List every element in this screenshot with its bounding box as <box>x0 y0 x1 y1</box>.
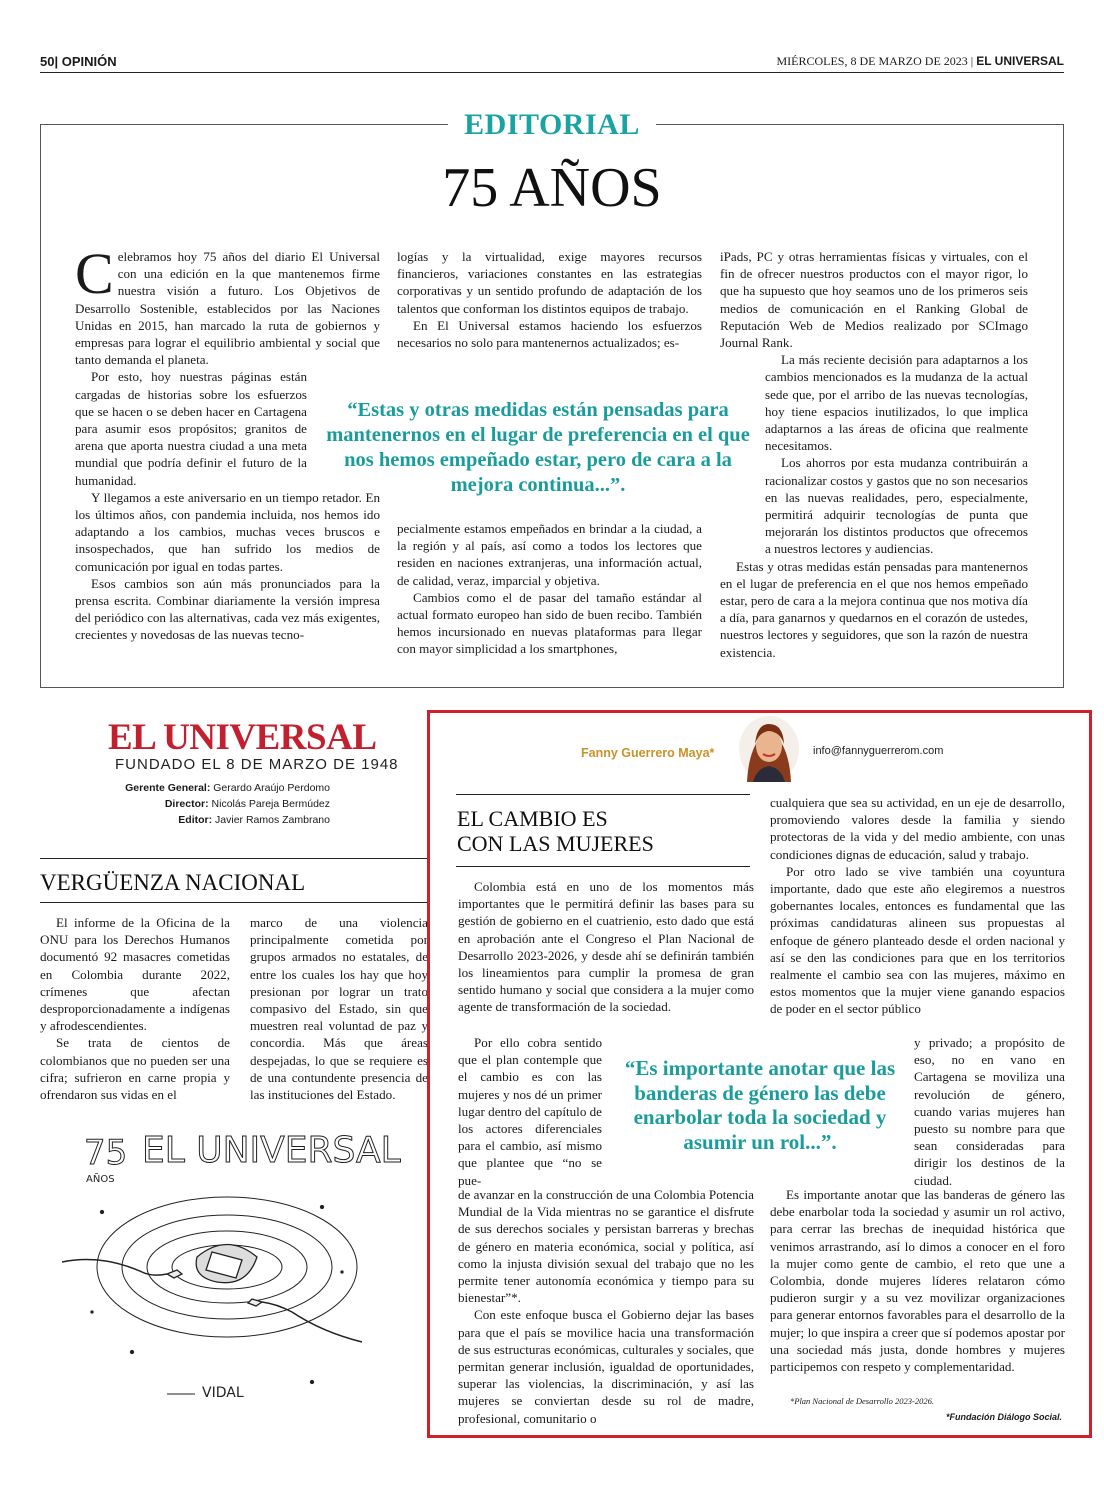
column-footnote: *Plan Nacional de Desarrollo 2023-2026. <box>790 1396 934 1406</box>
editorial-kicker-text: EDITORIAL <box>448 108 656 141</box>
verguenza-paragraph: El informe de la Oficina de la ONU para los Derechos Humanos documentó 92 masacres cometidas en Colombia durante 2022, crímenes que afectan desproporcionadamente a indígenas y afrodescendientes. <box>40 915 230 1034</box>
editorial-title: 75 AÑOS <box>442 157 662 219</box>
editorial-col-2-bottom <box>397 520 702 658</box>
title-rule <box>456 866 750 867</box>
column-credit: *Fundación Diálogo Social. <box>945 1412 1062 1422</box>
editorial-paragraph: Por esto, hoy nuestras páginas están cargadas de historias sobre los esfuerzos que se hacen o se deben hacer en Cartagena para asumir esos propósitos; granitos de arena que aporta nuestra ciudad a una meta mundial que podría definir el futuro de la humanidad. <box>75 369 307 488</box>
staff-name: Nicolás Pareja Bermúdez <box>211 798 330 810</box>
cartoon-signature: VIDAL <box>202 1385 244 1401</box>
header-rule <box>40 72 1064 73</box>
cartoon-number: 75 <box>84 1133 128 1173</box>
column-paragraph: Colombia está en uno de los momentos más importantes que le permitirá definir las bases para su gestión de gobierno en el cuatrienio, esto dado que está en aprobación ante el Congreso el Plan Nacional de Desarrollo 2023-2026, y desde ahí se definirán también los lineamientos para cumplir la promesa de gran sentido humano y social que considera a la mujer como agente de transformación de la sociedad. <box>458 879 754 1015</box>
editorial-paragraph: iPads, PC y otras herramientas físicas y virtuales, con el fin de ofrecer nuestros productos con el mayor rigor, lo que ha supuesto que hoy seamos uno de los primeros seis medios de comunicación en el Ranking Global de Reputación Web de Medios realizado por SCImago Journal Rank. <box>720 249 1028 351</box>
column-paragraph: cualquiera que sea su actividad, en un eje de desarrollo, promoviendo valores desde la familia y siendo protectoras de la vida y del medio ambiente, con unas condiciones dignas de educación, salud y trabajo. <box>770 795 1065 862</box>
staff-line <box>90 812 330 828</box>
verguenza-col-1 <box>40 914 230 1103</box>
column-paragraph: Es importante anotar que las banderas de género las debe enarbolar toda la sociedad y asumir un rol activo, para cerrar las brechas de inequidad histórica que venimos arrastrando, así lo dimos a conocer en el foro la mujer como gente de cambio, el reto que une a Colombia, donde mujeres líderes relataron cómo pudieron surgir y a su vez movilizar organizaciones para generar entornos favorables para el desarrollo de la mujer; lo que inspira a creer que sí podemos apostar por una sociedad más justa, donde hombres y mujeres participemos con respeto y complementaridad. <box>770 1187 1065 1375</box>
editorial-col-3 <box>720 248 1028 661</box>
drop-cap: C <box>75 241 114 306</box>
column-right-top <box>770 794 1065 1018</box>
column-left-narrow <box>458 1034 602 1189</box>
masthead-founded: FUNDADO EL 8 DE MARZO DE 1948 <box>115 756 399 773</box>
staff-line <box>90 780 330 796</box>
staff-name: Gerardo Araújo Perdomo <box>213 782 330 794</box>
verguenza-col-2 <box>250 914 428 1103</box>
column-paragraph: y privado; a propósito de eso, no en vano en Cartagena se moviliza una revolución de género, cuando varias mujeres han puesto su nombre para que sean consideradas para dirigir los destinos de la ciudad. <box>914 1035 1065 1188</box>
masthead-staff <box>90 780 330 828</box>
author-email: info@fannyguerrerom.com <box>813 745 944 757</box>
editorial-paragraph <box>75 241 380 368</box>
editorial-paragraph: pecialmente estamos empeñados en brindar a la ciudad, a la región y al país, así como a todos los lectores que residen en naciones extranjeras, una información actual, de calidad, veraz, imparcial y objetiva. <box>397 521 702 588</box>
editorial-paragraph: Los ahorros por esta mudanza contribuirán a racionalizar costos y gastos que no son necesarios en las nuevas realidades, pero, especialmente, permitirá adquirir tecnologías de punta que mejorarán los distintos productos que ofrecemos a nuestros lectores y audiencias. <box>765 455 1028 557</box>
verguenza-title: VERGÜENZA NACIONAL <box>40 870 306 895</box>
editorial-paragraph: Y llegamos a este aniversario en un tiempo retador. En los últimos años, con pandemia incluida, nos hemos ido adaptando a los cambios, muchas veces bruscos e insospechados, que han sufrido los medios de comunicación por igual en todas partes. <box>75 489 380 574</box>
staff-role: Editor: <box>178 814 213 826</box>
section-label: 50| OPINIÓN <box>40 54 117 69</box>
issue-date <box>776 54 1064 69</box>
editorial-paragraph: logías y la virtualidad, exige mayores recursos financieros, variaciones constantes en las estrategias corporativas y un sentido profundo de adaptación de los talentos que conforman los distintos equipos de trabajo. <box>397 249 702 316</box>
column-paragraph: Por otro lado se vive también una coyuntura importante, dado que este año elegiremos a nuestros gobernantes locales, entonces es fundamental que las próximas candidaturas alineen sus propuestas al enfoque de género planteado desde el orden nacional y así se den las condiciones para que en los territorios realmente el cambio sea con las mujeres, máximo en estos momentos que la mujer viene ganando espacios de poder en el sector público <box>770 863 1065 1017</box>
cartoon-anos: AÑOS <box>86 1174 115 1185</box>
author-portrait-icon <box>739 716 799 782</box>
column-title-line: CON LAS MUJERES <box>457 831 654 856</box>
section-rule <box>40 858 428 859</box>
staff-line <box>90 796 330 812</box>
staff-role: Director: <box>164 798 209 810</box>
column-title-line: EL CAMBIO ES <box>457 806 608 831</box>
date-text: MIÉRCOLES, 8 DE MARZO DE 2023 | <box>776 54 974 68</box>
section-rule <box>40 902 428 903</box>
staff-role: Gerente General: <box>125 782 211 794</box>
column-left-bottom <box>458 1186 754 1427</box>
masthead-logo: EL UNIVERSAL <box>108 717 377 758</box>
column-right-bottom <box>770 1186 1065 1375</box>
title-rule <box>456 794 750 795</box>
column-title <box>457 806 654 856</box>
editorial-paragraph: Cambios como el de pasar del tamaño estándar al actual formato europeo han sido de buen recibo. También hemos incursionado en nuevas plataformas para llegar con mayor simplicidad a los smartphones, <box>397 589 702 657</box>
column-paragraph: Por ello cobra sentido que el plan contemple que el cambio es con las mujeres y nos dé un primer lugar dentro del capítulo de los actores diferenciales para el cambio, así mismo que plantee que “no se pue- <box>458 1035 602 1188</box>
column-paragraph: Con este enfoque busca el Gobierno dejar las bases para que el país se movilice hacia una transformación de sus estructuras económicas, culturales y sociales, que permitan generar inclusión, igualdad de oportunidades, superar las violencias, la discriminación, y así las mujeres se conviertan desde su rol de madre, profesional, comunitario o <box>458 1307 754 1426</box>
editorial-paragraph: Estas y otras medidas están pensadas para mantenernos en el lugar de preferencia en el que nos hemos empeñado estar, pero de cara a la mejora continua que nos motiva día a día, para ganarnos y quedarnos en el corazón de ustedes, nuestros lectores y seguidores, que son la razón de nuestra existencia. <box>720 558 1028 660</box>
column-left-top <box>458 878 754 1016</box>
column-right-narrow <box>914 1034 1065 1189</box>
editorial-paragraph: La más reciente decisión para adaptarnos a los cambios mencionados es la mudanza de la actual sede que, por el arribo de las nuevas tecnologías, hoy tiene espacios inutilizados, lo que implica adaptarnos a las áreas de oficina que realmente necesitamos. <box>765 352 1028 454</box>
editorial-kicker <box>0 108 1104 142</box>
cartoon-title: EL UNIVERSAL <box>142 1130 401 1171</box>
editorial-paragraph: En El Universal estamos haciendo los esfuerzos necesarios no solo para mantenernos actualizados; es- <box>397 317 702 351</box>
column-pull-quote: “Es importante anotar que las banderas de género las debe enarbolar toda la sociedad y asumir un rol...”. <box>624 1056 896 1154</box>
verguenza-paragraph: Se trata de cientos de colombianos que no pueden ser una cifra; sufrieron en carne propia y ofrendaron sus vidas en el <box>40 1035 230 1103</box>
editorial-paragraph: Esos cambios son aún más pronunciados para la prensa escrita. Combinar diariamente la versión impresa del periódico con las alternativas, cada vez más exigentes, crecientes y novedosas de las nuevas tecno- <box>75 575 380 643</box>
staff-name: Javier Ramos Zambrano <box>215 814 330 826</box>
author-photo <box>739 716 799 782</box>
paper-name: EL UNIVERSAL <box>976 54 1064 68</box>
paragraph-text: elebramos hoy 75 años del diario El Universal con una edición en la que mantenemos firme nuestra visión a futuro. Los Objetivos de Desarrollo Sostenible, establecidos por las Naciones Unidas en 2015, han marcado la ruta de gobiernos y empresas para lograr el equilibrio ambiental y social que tanto demanda el planeta. <box>75 249 380 368</box>
column-author: Fanny Guerrero Maya* <box>581 746 715 760</box>
verguenza-paragraph: marco de una violencia principalmente cometida por grupos armados no estatales, de entre los cuales los hay que hoy presionan por lograr un trato compasivo del Estado, sin que muestren real voluntad de paz y concordia. Más que áreas despejadas, lo que se requiere es de una contundente presencia de las instituciones del Estado. <box>250 915 428 1103</box>
column-paragraph: de avanzar en la construcción de una Colombia Potencia Mundial de la Vida mientras no se garantice el disfrute de sus derechos sociales y persistan barreras y brechas de género en materia económica, social y política, así como la injusta división sexual del trabajo que no les permite tener autonomía económica y tiempo para su bienestar”*. <box>458 1187 754 1306</box>
editorial-pull-quote: “Estas y otras medidas están pensadas para mantenernos en el lugar de preferencia en el que nos hemos empeñado estar, pero de cara a la mejora continua...”. <box>326 399 750 496</box>
editorial-col-2-top <box>397 248 702 351</box>
cartoon-illustration <box>62 1112 401 1418</box>
